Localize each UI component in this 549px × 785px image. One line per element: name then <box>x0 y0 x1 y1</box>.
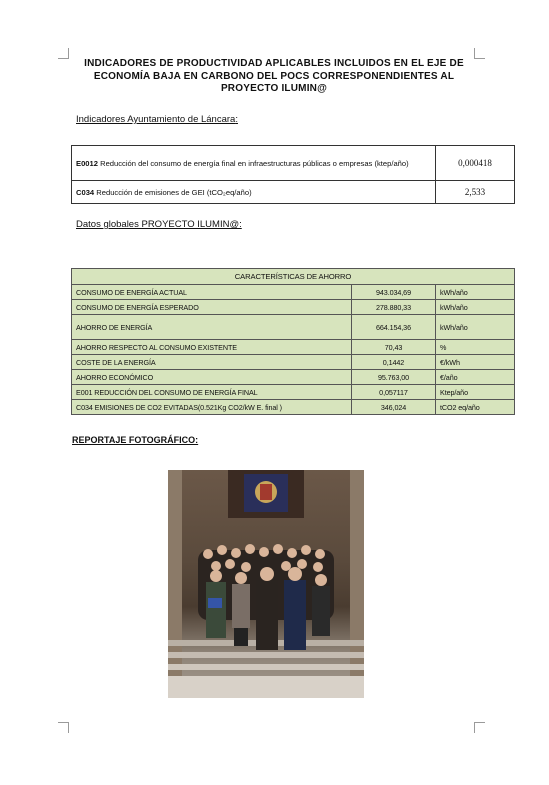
table-row <box>72 181 515 204</box>
table-row <box>72 300 515 315</box>
indicator-description: C034 Reducción de emisiones de GEI (tCO₂eq/año) <box>72 181 436 204</box>
row-label: E001 REDUCCIÓN DEL CONSUMO DE ENERGÍA FINAL <box>72 385 352 400</box>
row-unit: kWh/año <box>436 285 515 300</box>
row-label: CONSUMO DE ENERGÍA ACTUAL <box>72 285 352 300</box>
section-photo-heading: REPORTAJE FOTOGRÁFICO: <box>72 435 199 445</box>
table-row <box>72 400 515 415</box>
row-label: AHORRO RESPECTO AL CONSUMO EXISTENTE <box>72 340 352 355</box>
group-photo <box>168 470 364 698</box>
savings-table <box>71 268 515 415</box>
row-value: 70,43 <box>352 340 436 355</box>
row-value: 278.880,33 <box>352 300 436 315</box>
table-row <box>72 285 515 300</box>
document-title: INDICADORES DE PRODUCTIVIDAD APLICABLES INCLUIDOS EN EL EJE DE ECONOMÍA BAJA EN CARBONO DEL POCS CORRESPONENDIENTES AL PROYECTO ILUMIN@ <box>84 58 464 94</box>
row-value: 0,1442 <box>352 355 436 370</box>
row-unit: tCO2 eq/año <box>436 400 515 415</box>
row-label: AHORRO DE ENERGÍA <box>72 315 352 340</box>
row-value: 664.154,36 <box>352 315 436 340</box>
table-header-row <box>72 269 515 285</box>
indicators-table <box>71 145 515 204</box>
row-value: 0,057117 <box>352 385 436 400</box>
table-header: CARACTERÍSTICAS DE AHORRO <box>72 269 515 285</box>
indicator-description: E0012 Reducción del consumo de energía final en infraestructuras públicas o empresas (ktep/año) <box>72 146 436 181</box>
row-value: 346,024 <box>352 400 436 415</box>
table-row <box>72 146 515 181</box>
row-label: CONSUMO DE ENERGÍA ESPERADO <box>72 300 352 315</box>
table-row <box>72 385 515 400</box>
row-label: AHORRO ECONÓMICO <box>72 370 352 385</box>
row-label: COSTE DE LA ENERGÍA <box>72 355 352 370</box>
indicator-value: 0,000418 <box>436 146 515 181</box>
row-value: 943.034,69 <box>352 285 436 300</box>
crop-mark-top-right <box>474 48 485 59</box>
group-photo-drawing <box>168 470 364 698</box>
section-indicators-heading: Indicadores Ayuntamiento de Láncara: <box>76 114 238 125</box>
table-row <box>72 340 515 355</box>
row-unit: % <box>436 340 515 355</box>
section-global-heading: Datos globales PROYECTO ILUMIN@: <box>76 219 242 230</box>
table-row <box>72 315 515 340</box>
row-unit: Ktep/año <box>436 385 515 400</box>
row-unit: €/kWh <box>436 355 515 370</box>
indicator-value: 2,533 <box>436 181 515 204</box>
table-row <box>72 370 515 385</box>
row-unit: €/año <box>436 370 515 385</box>
table-row <box>72 355 515 370</box>
crop-mark-bottom-left <box>58 722 69 733</box>
crop-mark-bottom-right <box>474 722 485 733</box>
crop-mark-top-left <box>58 48 69 59</box>
row-unit: kWh/año <box>436 300 515 315</box>
row-value: 95.763,00 <box>352 370 436 385</box>
row-label: C034 EMISIONES DE CO2 EVITADAS(0.521Kg CO2/kW E. final ) <box>72 400 352 415</box>
row-unit: kWh/año <box>436 315 515 340</box>
